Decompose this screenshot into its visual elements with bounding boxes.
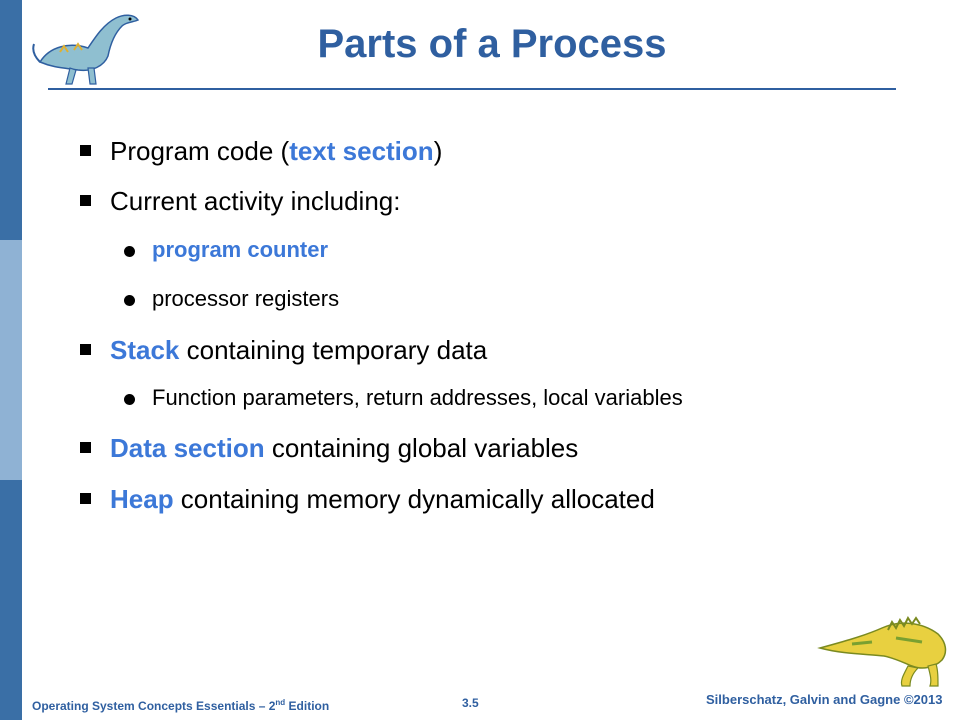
sidebar-segment-bottom bbox=[0, 480, 22, 720]
bullet-highlight: text section bbox=[289, 136, 434, 166]
bullet-text: Program code ( bbox=[110, 136, 290, 166]
bullet-text: Function parameters, return addresses, local variables bbox=[152, 385, 683, 410]
square-bullet-icon bbox=[80, 442, 91, 453]
bullet-text: Current activity including: bbox=[110, 186, 401, 216]
page-number: 3.5 bbox=[462, 696, 479, 710]
list-item bbox=[110, 433, 578, 464]
round-bullet-icon bbox=[124, 246, 135, 257]
footer-copyright: Silberschatz, Galvin and Gagne ©2013 bbox=[706, 692, 943, 707]
bullet-highlight: Heap bbox=[110, 484, 174, 514]
square-bullet-icon bbox=[80, 344, 91, 355]
round-bullet-icon bbox=[124, 394, 135, 405]
bullet-text: containing global variables bbox=[264, 433, 579, 463]
bullet-highlight: Data section bbox=[110, 433, 265, 463]
round-bullet-icon bbox=[124, 295, 135, 306]
bullet-highlight: Stack bbox=[110, 335, 180, 365]
footer-course-sup: nd bbox=[275, 698, 286, 707]
page-title: Parts of a Process bbox=[317, 22, 667, 66]
sub-list-item bbox=[152, 385, 683, 411]
dinosaur-bottom-icon bbox=[812, 608, 954, 688]
list-item bbox=[110, 335, 487, 366]
footer-course-suffix: Edition bbox=[285, 699, 330, 713]
sidebar-stripe bbox=[0, 0, 22, 720]
bullet-text: containing memory dynamically allocated bbox=[173, 484, 655, 514]
bullet-highlight: program counter bbox=[152, 237, 329, 262]
square-bullet-icon bbox=[80, 145, 91, 156]
list-item bbox=[110, 186, 400, 217]
bullet-text: ) bbox=[433, 136, 443, 166]
square-bullet-icon bbox=[80, 195, 91, 206]
sub-list-item bbox=[152, 286, 339, 312]
bullet-text: processor registers bbox=[152, 286, 340, 311]
title-divider bbox=[48, 88, 896, 90]
square-bullet-icon bbox=[80, 493, 91, 504]
list-item bbox=[110, 136, 442, 167]
bullet-text: containing temporary data bbox=[179, 335, 488, 365]
footer-course-text: Operating System Concepts Essentials – 2 bbox=[32, 699, 276, 713]
sub-list-item bbox=[152, 237, 328, 263]
list-item bbox=[110, 484, 655, 515]
sidebar-segment-middle bbox=[0, 240, 22, 480]
footer-course-title bbox=[32, 698, 329, 713]
